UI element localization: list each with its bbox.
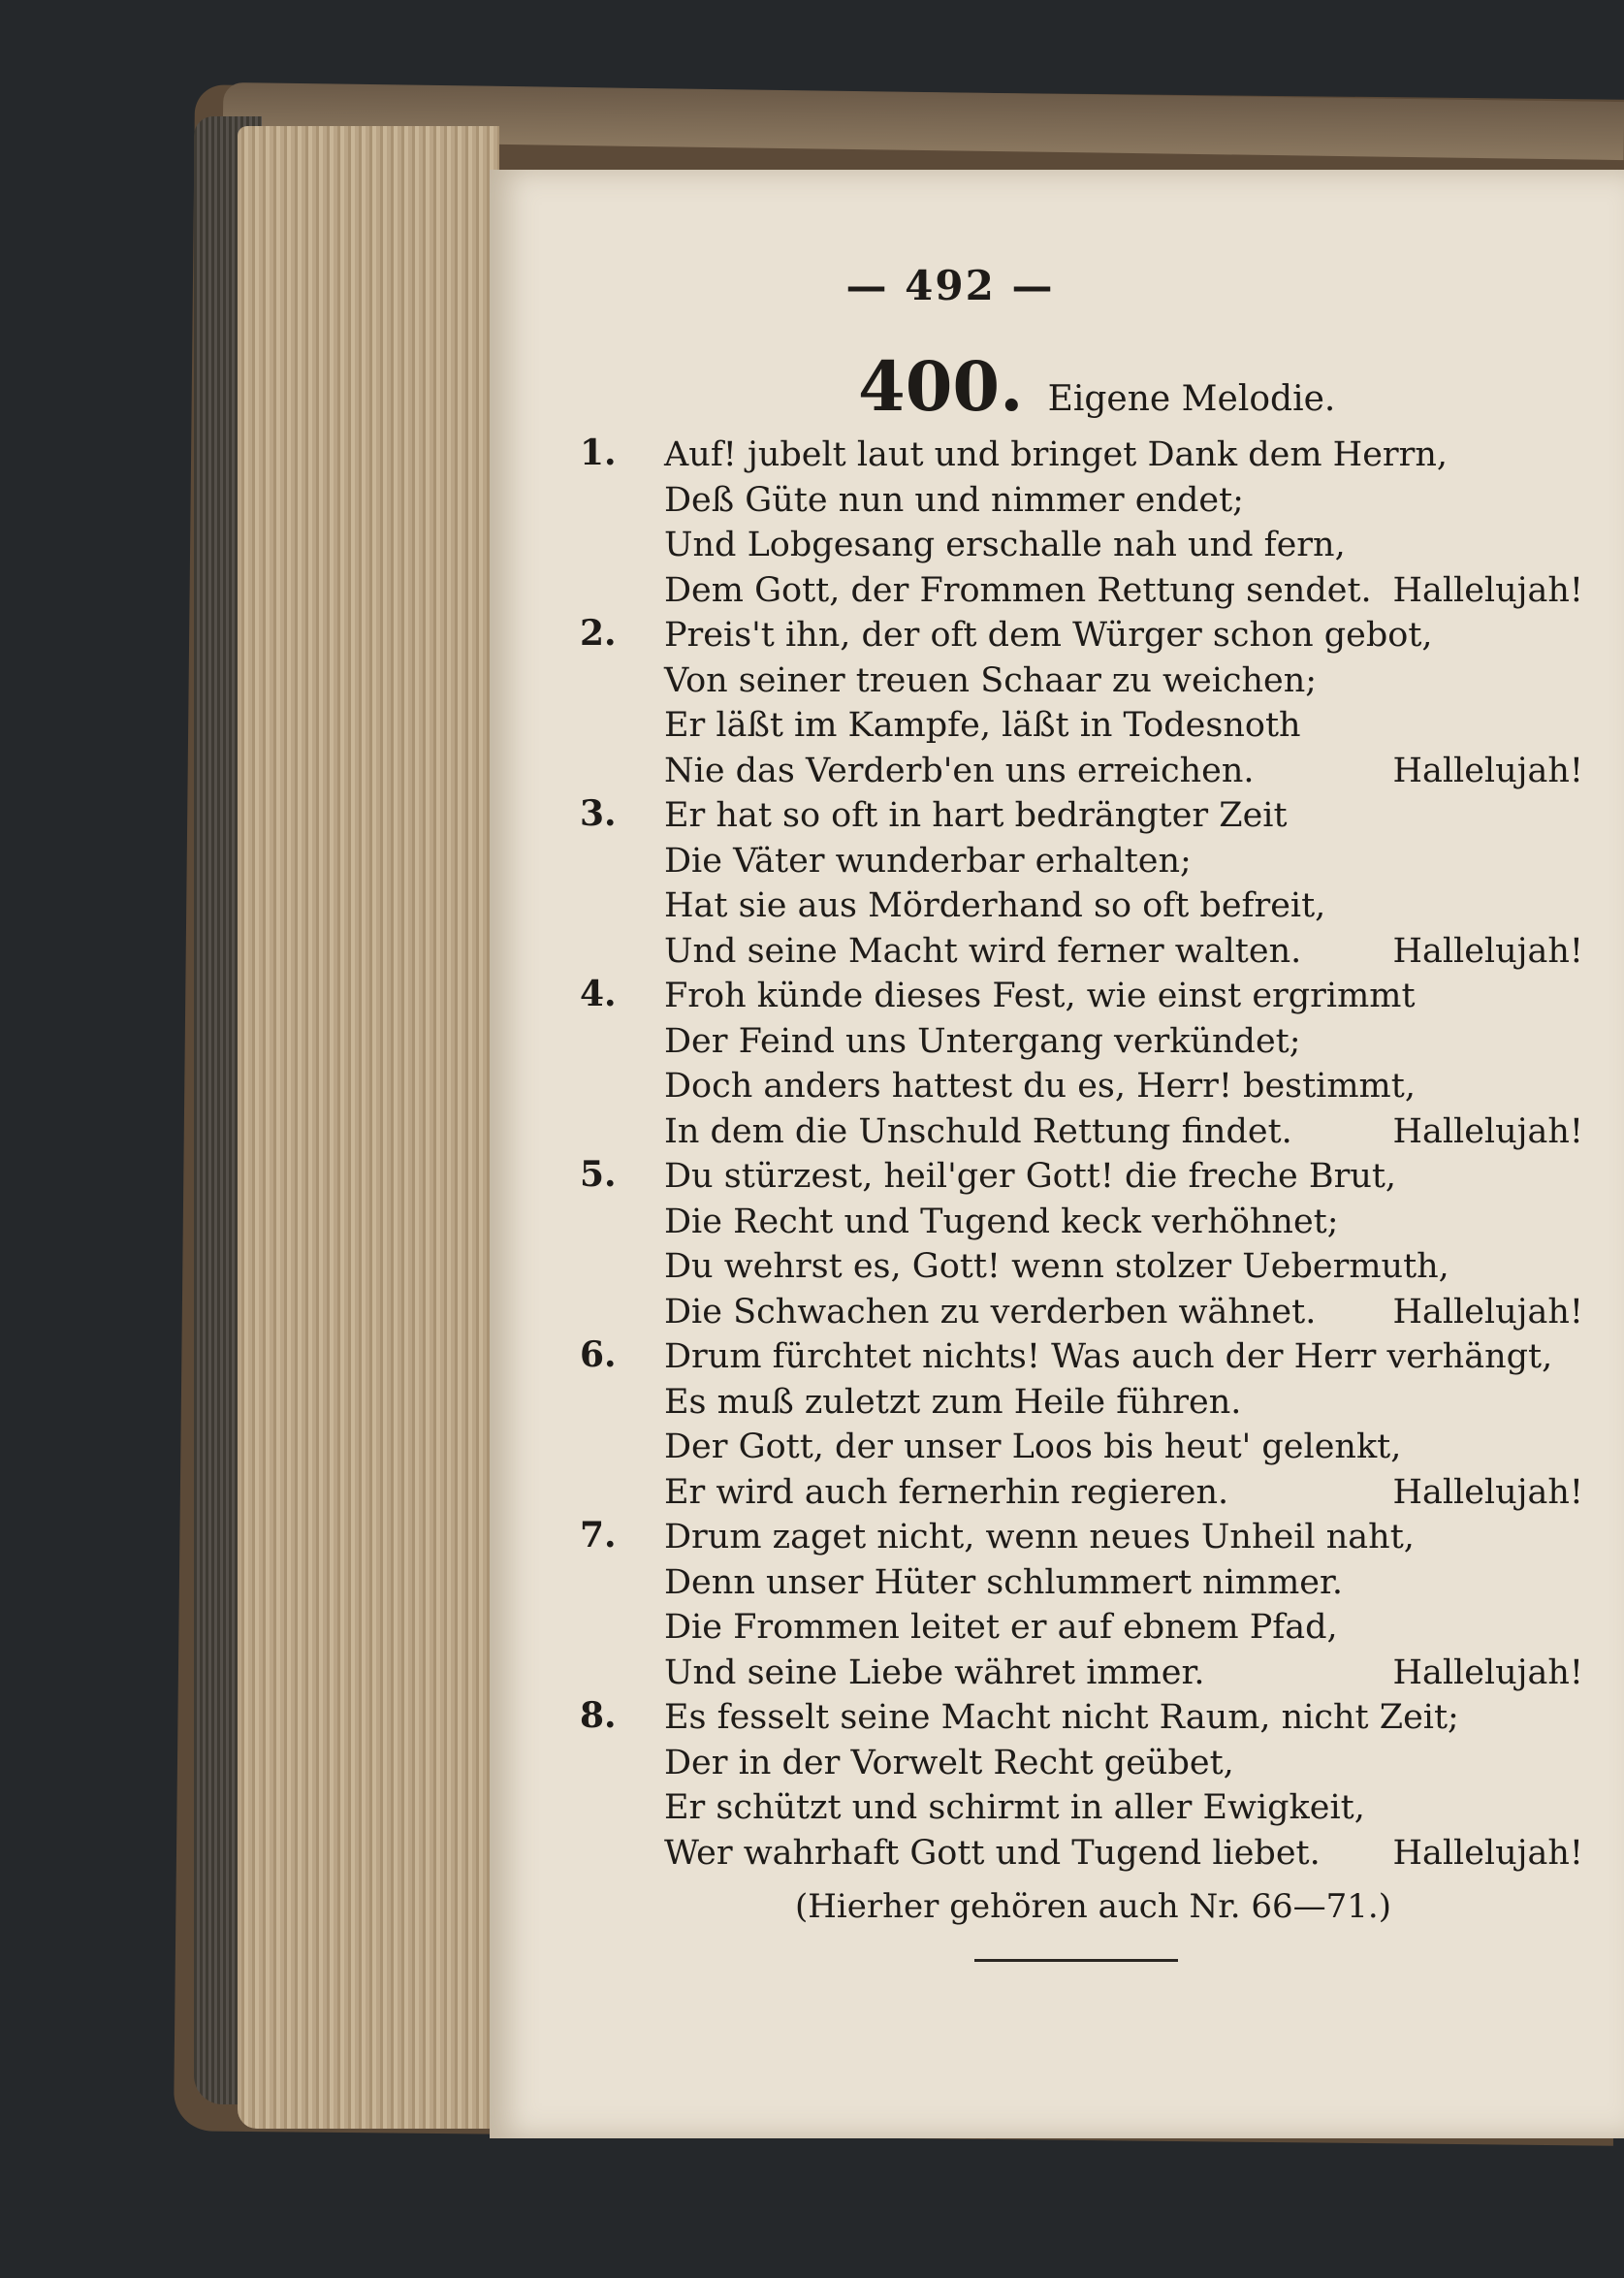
- verse-line: [664, 1154, 1556, 1200]
- verse-line-text: Die Frommen leitet er auf ebnem Pfad,: [664, 1608, 1338, 1647]
- stanza: [582, 1154, 1600, 1334]
- verse-line-text: Du wehrst es, Gott! wenn stolzer Uebermuth,: [664, 1247, 1449, 1286]
- verse-line: [664, 793, 1556, 839]
- stanza-number: 4.: [580, 974, 617, 1014]
- verse-line-text: Doch anders hattest du es, Herr! bestimmt,: [664, 1067, 1416, 1106]
- verse-line: [664, 568, 1583, 614]
- verse-line-text: Wer wahrhaft Gott und Tugend liebet.: [664, 1833, 1321, 1873]
- verse-line: [664, 749, 1583, 794]
- verse-line: [664, 1244, 1556, 1290]
- refrain: Hallelujah!: [1392, 1472, 1583, 1512]
- stanza: [582, 613, 1600, 793]
- refrain: Hallelujah!: [1392, 1111, 1583, 1151]
- verse-line: [664, 1515, 1556, 1560]
- page-header: — 492 —: [845, 262, 1055, 309]
- verse-line: [664, 839, 1556, 884]
- verse-line: [664, 1290, 1583, 1335]
- verse-line-text: Drum zaget nicht, wenn neues Unheil naht,: [664, 1518, 1415, 1556]
- verse-line: [664, 658, 1556, 704]
- verse-line: [664, 523, 1556, 568]
- stanza: [582, 1695, 1600, 1876]
- verse-line-text: Er hat so oft in hart bedrängter Zeit: [664, 796, 1288, 835]
- verse-line: [664, 1470, 1583, 1516]
- verse-line-text: Preis't ihn, der oft dem Würger schon gebot,: [664, 616, 1433, 655]
- verse-line-text: Drum fürchtet nichts! Was auch der Herr verhängt,: [664, 1337, 1553, 1376]
- refrain: Hallelujah!: [1392, 1652, 1583, 1692]
- verse-line: [664, 974, 1556, 1019]
- melody-label: Eigene Melodie.: [1047, 379, 1336, 419]
- stanza-number: 7.: [580, 1515, 617, 1556]
- verse-line: [664, 1380, 1556, 1426]
- stanza-number: 1.: [580, 433, 617, 473]
- hymn-number: 400.: [858, 346, 1024, 427]
- verse-line-text: Denn unser Hüter schlummert nimmer.: [664, 1562, 1343, 1602]
- verse-line-text: Es fesselt seine Macht nicht Raum, nicht Zeit;: [664, 1698, 1459, 1737]
- verse-line: [664, 1831, 1583, 1877]
- verse-line-text: Auf! jubelt laut und bringet Dank dem Herrn,: [664, 435, 1449, 474]
- verse-line: [664, 1695, 1556, 1741]
- verse-line: [664, 1425, 1556, 1470]
- stanza: [582, 793, 1600, 974]
- verse-line-text: Die Recht und Tugend keck verhöhnet;: [664, 1202, 1339, 1241]
- verse-line-text: Er schützt und schirmt in aller Ewigkeit,: [664, 1788, 1365, 1827]
- verse-line-text: Er wird auch fernerhin regieren.: [664, 1472, 1229, 1512]
- verse-line: [664, 1200, 1556, 1245]
- stanza-list: [582, 433, 1600, 1876]
- refrain: Hallelujah!: [1392, 1833, 1583, 1873]
- refrain: Hallelujah!: [1392, 931, 1583, 971]
- verse-line-text: Du stürzest, heil'ger Gott! die freche Brut,: [664, 1157, 1397, 1196]
- stanza: [582, 974, 1600, 1154]
- verse-line-text: Der Feind uns Untergang verkündet;: [664, 1021, 1301, 1061]
- verse-line-text: In dem die Unschuld Rettung findet.: [664, 1111, 1292, 1151]
- stanza: [582, 1334, 1600, 1515]
- verse-line: [664, 883, 1556, 929]
- stanza: [582, 433, 1600, 613]
- verse-line-text: Der in der Vorwelt Recht geübet,: [664, 1743, 1234, 1782]
- stanza-number: 8.: [580, 1695, 617, 1736]
- page-stack: [238, 126, 499, 2129]
- refrain: Hallelujah!: [1392, 1292, 1583, 1332]
- verse-line: [664, 703, 1556, 749]
- verse-line-text: Und Lobgesang erschalle nah und fern,: [664, 526, 1346, 564]
- verse-line: [664, 433, 1556, 478]
- refrain: Hallelujah!: [1392, 570, 1583, 610]
- verse-line: [664, 1785, 1556, 1831]
- verse-line-text: Er läßt im Kampfe, läßt in Todesnoth: [664, 706, 1301, 745]
- verse-line-text: Von seiner treuen Schaar zu weichen;: [664, 660, 1318, 700]
- verse-line-text: Dem Gott, der Frommen Rettung sendet.: [664, 570, 1372, 610]
- page-text: [582, 262, 1600, 1962]
- verse-line-text: Froh künde dieses Fest, wie einst ergrimmt: [664, 977, 1416, 1015]
- stanza-number: 5.: [580, 1154, 617, 1195]
- verse-line-text: Nie das Verderb'en uns erreichen.: [664, 751, 1255, 790]
- verse-line-text: Der Gott, der unser Loos bis heut' gelenkt,: [664, 1428, 1402, 1466]
- verse-line-text: Die Väter wunderbar erhalten;: [664, 841, 1192, 881]
- verse-line: [664, 613, 1556, 658]
- end-rule: [974, 1959, 1178, 1962]
- verse-line: [664, 1334, 1556, 1380]
- verse-line: [664, 1109, 1583, 1155]
- stanza-number: 2.: [580, 613, 617, 654]
- verse-line-text: Deß Güte nun und nimmer endet;: [664, 480, 1244, 520]
- verse-line-text: Es muß zuletzt zum Heile führen.: [664, 1382, 1242, 1422]
- verse-line: [664, 478, 1556, 524]
- verse-line-text: Die Schwachen zu verderben wähnet.: [664, 1292, 1317, 1332]
- verse-line: [664, 1741, 1556, 1786]
- refrain: Hallelujah!: [1392, 751, 1583, 790]
- stanza-number: 6.: [580, 1334, 617, 1375]
- verse-line: [664, 929, 1583, 975]
- verse-line: [664, 1064, 1556, 1109]
- stanza: [582, 1515, 1600, 1695]
- verse-line: [664, 1605, 1556, 1651]
- verse-line-text: Und seine Macht wird ferner walten.: [664, 931, 1302, 971]
- verse-line: [664, 1651, 1583, 1696]
- verse-line-text: Und seine Liebe währet immer.: [664, 1652, 1205, 1692]
- cross-reference-note: (Hierher gehören auch Nr. 66—71.): [795, 1887, 1391, 1926]
- hymn-title: [858, 346, 1600, 427]
- verse-line: [664, 1560, 1556, 1606]
- verse-line: [664, 1019, 1556, 1065]
- verse-line-text: Hat sie aus Mörderhand so oft befreit,: [664, 886, 1326, 925]
- stanza-number: 3.: [580, 793, 617, 834]
